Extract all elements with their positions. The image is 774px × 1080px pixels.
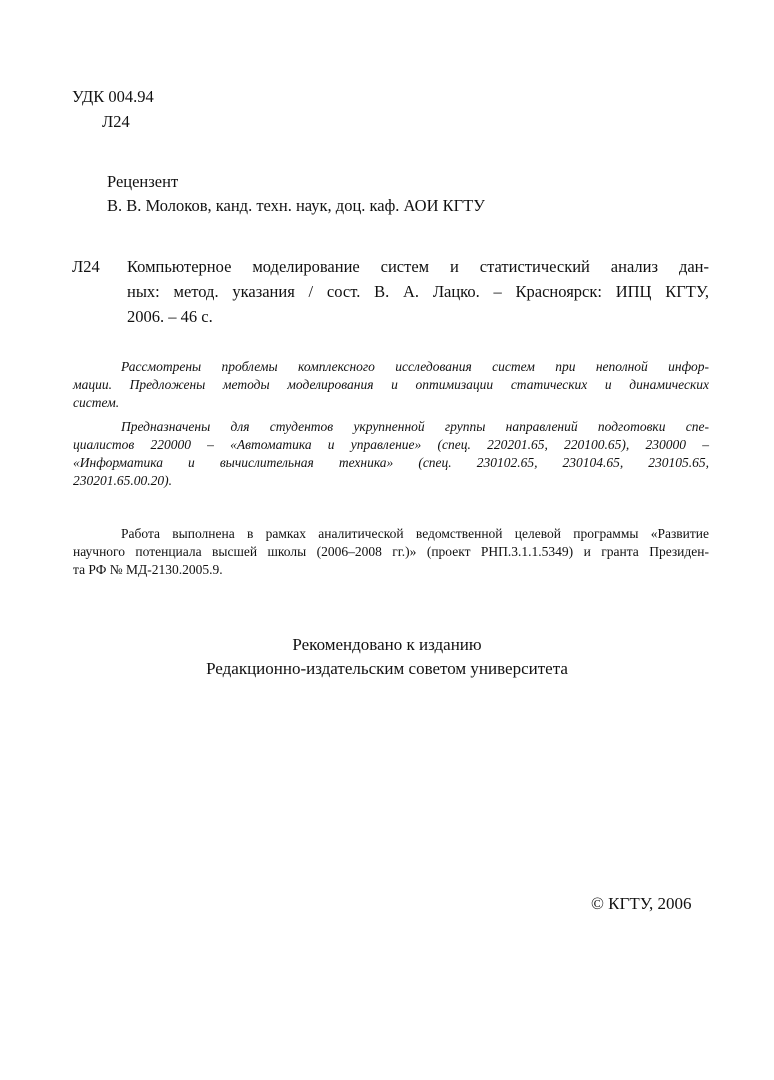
- recommendation-line-2: Редакционно-издательским советом университета: [206, 659, 568, 678]
- audience-line: Предназначены для студентов укрупненной группы направлений подготовки спе-: [121, 419, 709, 434]
- reviewer-label: Рецензент: [107, 172, 179, 191]
- funding-note: [73, 525, 709, 579]
- bibliographic-line: ных: метод. указания / сост. В. А. Лацко. – Красноярск: ИПЦ КГТУ,: [127, 282, 709, 301]
- audience-line: 230201.65.00.20).: [73, 473, 172, 488]
- annotation-line: Рассмотрены проблемы комплексного исследования систем при неполной инфор-: [121, 359, 709, 374]
- audience-paragraph: [73, 418, 709, 490]
- recommendation-line-1: Рекомендовано к изданию: [292, 635, 482, 654]
- reviewer-text: В. В. Молоков, канд. техн. наук, доц. каф. АОИ КГТУ: [107, 196, 485, 215]
- copyright-notice: © КГТУ, 2006: [591, 894, 692, 913]
- funding-line: Работа выполнена в рамках аналитической ведомственной целевой программы «Развитие: [121, 526, 709, 541]
- funding-line: та РФ № МД-2130.2005.9.: [73, 562, 223, 577]
- annotation-line: систем.: [73, 395, 120, 410]
- bibliographic-line: Компьютерное моделирование систем и статистический анализ дан-: [127, 257, 709, 276]
- audience-line: циалистов 220000 – «Автоматика и управление» (спец. 220201.65, 220100.65), 230000 –: [73, 437, 709, 452]
- bibliographic-line: 2006. – 46 с.: [127, 307, 213, 326]
- library-code: Л24: [102, 112, 130, 131]
- annotation-paragraph: [73, 358, 709, 412]
- audience-line: «Информатика и вычислительная техника» (спец. 230102.65, 230104.65, 230105.65,: [73, 455, 709, 470]
- annotation-line: мации. Предложены методы моделирования и оптимизации статических и динамических: [73, 377, 709, 392]
- udk-code: УДК 004.94: [72, 87, 154, 106]
- funding-line: научного потенциала высшей школы (2006–2008 гг.)» (проект РНП.3.1.1.5349) и гранта Президен-: [73, 544, 709, 559]
- bibliographic-description: [127, 256, 709, 327]
- bibliographic-code: Л24: [72, 257, 100, 276]
